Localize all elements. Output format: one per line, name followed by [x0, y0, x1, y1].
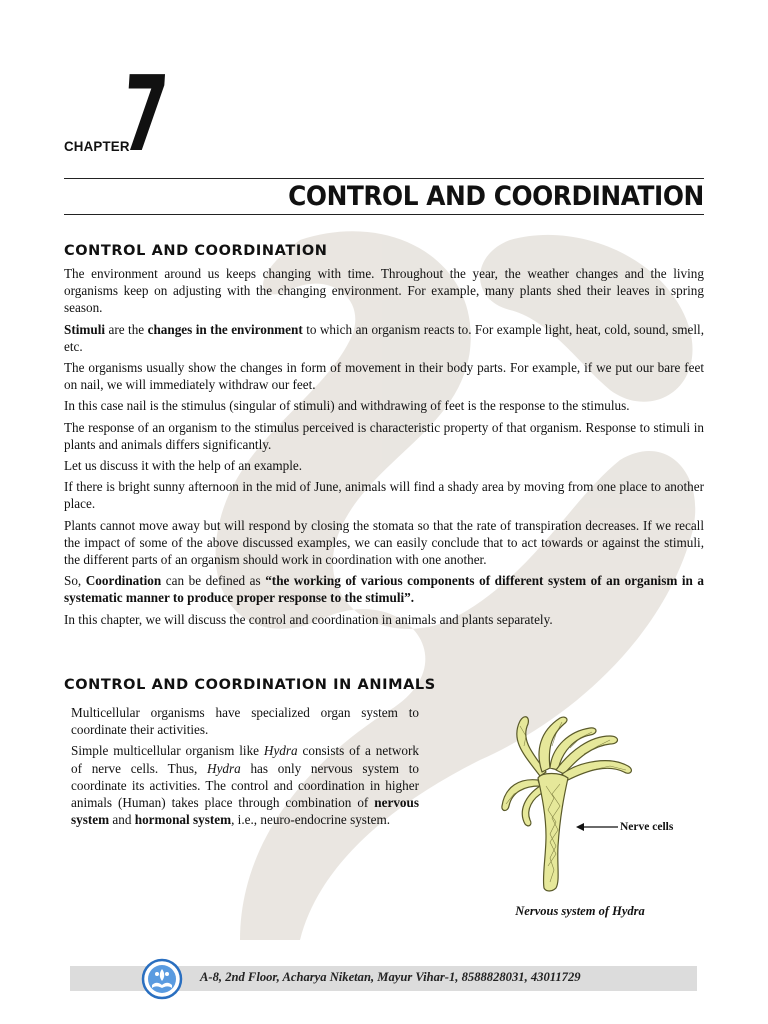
paragraph-nail-example: In this case nail is the stimulus (singular of stimuli) and withdrawing of feet is the response to the stimulus.	[64, 398, 630, 414]
institute-logo-icon	[140, 957, 184, 1001]
section-heading-animals: CONTROL AND COORDINATION IN ANIMALS	[64, 677, 436, 693]
section-body	[64, 265, 704, 632]
paragraph-stimuli: Stimuli are the changes in the environment to which an organism reacts to. For example light, heat, cold, sound, smell, etc.	[64, 321, 704, 354]
paragraph-response: The response of an organism to the stimulus perceived is characteristic property of that organism. Response to stimuli in plants and animals differs significantly.	[64, 419, 704, 452]
section-heading-control: CONTROL AND COORDINATION	[64, 243, 328, 259]
hydra-figure	[480, 706, 720, 926]
paragraph-movement: The organisms usually show the changes in form of movement in their body parts. For example, if we put our bare feet on nail, we will immediately withdraw our feet.	[64, 360, 704, 393]
title-rule-top	[64, 178, 704, 179]
paragraph-hydra: Simple multicellular organism like Hydra consists of a network of nerve cells. Thus, Hydra has only nervous system to coordinate its activities. The control and coordination in higher animals (Human) takes place through combination of nervous system and hormonal system, i.e., neuro-endocrine system.	[71, 743, 420, 828]
figure-caption: Nervous system of Hydra	[515, 904, 645, 918]
title-rule-bottom	[64, 214, 704, 215]
paragraph-plants: Plants cannot move away but will respond by closing the stomata so that the rate of transpiration decreases. If we recall the impact of some of the above discussed examples, we can easily conclude that to act towards or against the stimuli, the different parts of an organism should work in coordination with one another.	[64, 517, 704, 568]
paragraph-sunny-afternoon: If there is bright sunny afternoon in the mid of June, animals will find a shady area by moving from one place to another place.	[64, 479, 704, 512]
paragraph-chapter-scope: In this chapter, we will discuss the control and coordination in animals and plants separately.	[64, 611, 553, 627]
paragraph-coordination-definition: So, Coordination can be defined as “the working of various components of different system of an organism in a systematic manner to produce proper response to the stimuli”.	[64, 573, 704, 606]
chapter-label: CHAPTER	[64, 138, 130, 154]
nerve-cells-label: Nerve cells	[620, 821, 674, 833]
hydra-illustration	[480, 706, 720, 901]
footer-address: A-8, 2nd Floor, Acharya Niketan, Mayur Vihar-1, 8588828031, 43011729	[200, 970, 581, 984]
paragraph-example-intro: Let us discuss it with the help of an example.	[64, 458, 303, 474]
chapter-title: CONTROL AND COORDINATION	[288, 181, 704, 212]
chapter-number: 7	[118, 53, 172, 175]
animals-body	[71, 704, 419, 832]
paragraph-multicellular: Multicellular organisms have specialized organ system to coordinate their activities.	[71, 705, 419, 738]
paragraph-environment: The environment around us keeps changing with time. Throughout the year, the weather changes and the living organisms keep on adjusting with the changing environment. For example, many plants shed their leaves in spring season.	[64, 266, 704, 316]
